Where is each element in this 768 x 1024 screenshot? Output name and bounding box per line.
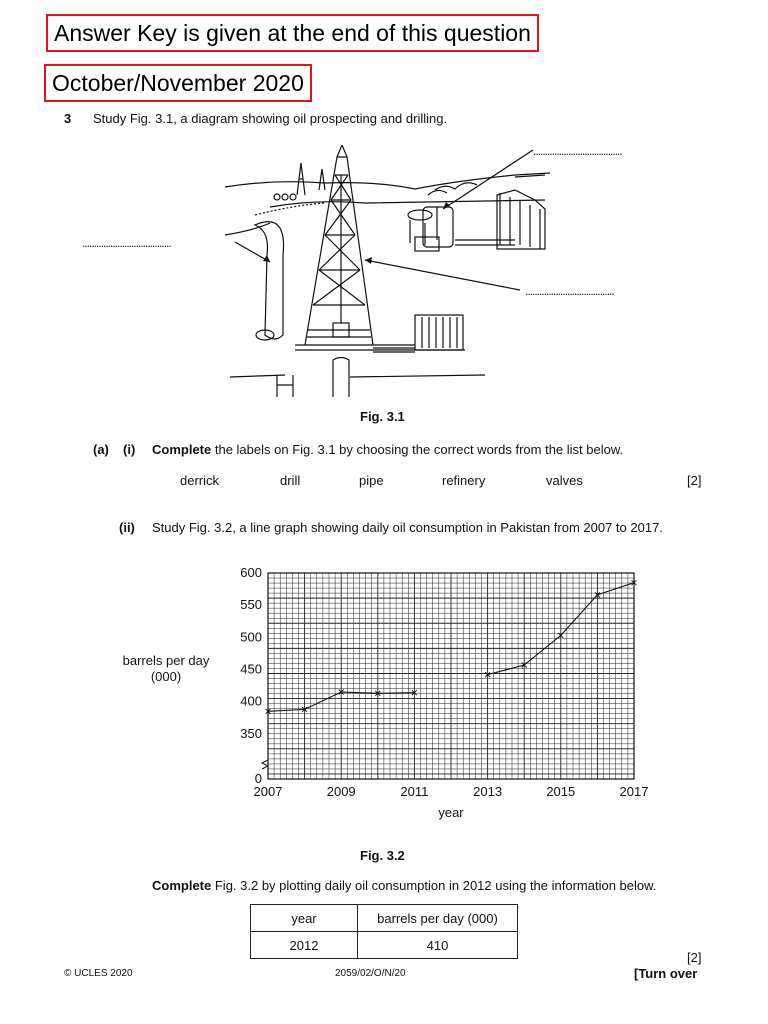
word-valves: valves <box>546 473 583 488</box>
axis-break-mark <box>262 760 268 769</box>
table-header-row <box>251 905 518 932</box>
part-a-label: (a) <box>93 442 109 457</box>
x-tick-label: 2009 <box>326 784 356 799</box>
table-cell-year: 2012 <box>251 932 358 959</box>
word-derrick: derrick <box>180 473 220 488</box>
part-ii-label: (ii) <box>119 520 135 535</box>
footer-code: 2059/02/O/N/20 <box>335 968 406 979</box>
word-drill: drill <box>280 473 301 488</box>
part-i-label: (i) <box>123 442 136 457</box>
y-tick-label: 550 <box>240 597 262 613</box>
question-number: 3 <box>64 111 72 126</box>
y-tick-label: 600 <box>240 565 262 580</box>
y-tick-label: 0 <box>254 771 262 786</box>
y-tick-label: 400 <box>240 693 262 709</box>
label-blank-pipe[interactable]: ...................................... <box>82 236 171 250</box>
complete-text: Fig. 3.2 by plotting daily oil consumption in 2012 using the information below. <box>214 878 657 893</box>
y-tick-label: 450 <box>240 661 262 677</box>
x-tick-label: 2007 <box>253 784 283 799</box>
part-i-text: the labels on Fig. 3.1 by choosing the correct words from the list below. <box>214 442 624 457</box>
fig2-caption: Fig. 3.2 <box>360 848 405 863</box>
oil-drilling-illustration <box>215 145 560 400</box>
word-pipe: pipe <box>359 473 384 488</box>
x-tick-label: 2011 <box>400 784 429 799</box>
y-tick-label: 350 <box>240 725 262 741</box>
question-intro: Study Fig. 3.1, a diagram showing oil prospecting and drilling. <box>93 111 448 126</box>
marks-part-ii: [2] <box>687 950 702 965</box>
oil-consumption-chart <box>225 563 655 833</box>
word-refinery: refinery <box>442 473 486 488</box>
x-tick-label: 2013 <box>473 784 503 799</box>
info-table <box>250 904 518 959</box>
table-cell-value: 410 <box>358 932 518 959</box>
table-header-barrels: barrels per day (000) <box>358 905 518 932</box>
answer-key-banner: Answer Key is given at the end of this question <box>46 14 539 52</box>
y-tick-label: 500 <box>240 629 262 645</box>
complete-instruction <box>152 878 656 893</box>
complete-bold: Complete <box>152 878 212 893</box>
table-row <box>251 932 518 959</box>
fig1-caption: Fig. 3.1 <box>360 409 405 424</box>
x-tick-label: 2017 <box>619 784 649 799</box>
x-axis-label: year <box>438 805 464 820</box>
part-ii-text: Study Fig. 3.2, a line graph showing daily oil consumption in Pakistan from 2007 to 2017. <box>152 520 663 535</box>
part-i-bold: Complete <box>152 442 212 457</box>
footer-turn-over: [Turn over <box>634 966 698 981</box>
label-blank-refinery[interactable]: ...................................... <box>533 144 622 158</box>
marks-part-i: [2] <box>687 473 702 488</box>
x-tick-label: 2015 <box>546 784 576 799</box>
part-i-instruction <box>152 442 623 457</box>
footer-copyright: © UCLES 2020 <box>64 968 133 979</box>
table-header-year: year <box>251 905 358 932</box>
session-banner: October/November 2020 <box>44 64 312 102</box>
label-blank-derrick[interactable]: ...................................... <box>525 284 614 298</box>
y-axis-label: barrels per day (000) <box>122 653 210 684</box>
